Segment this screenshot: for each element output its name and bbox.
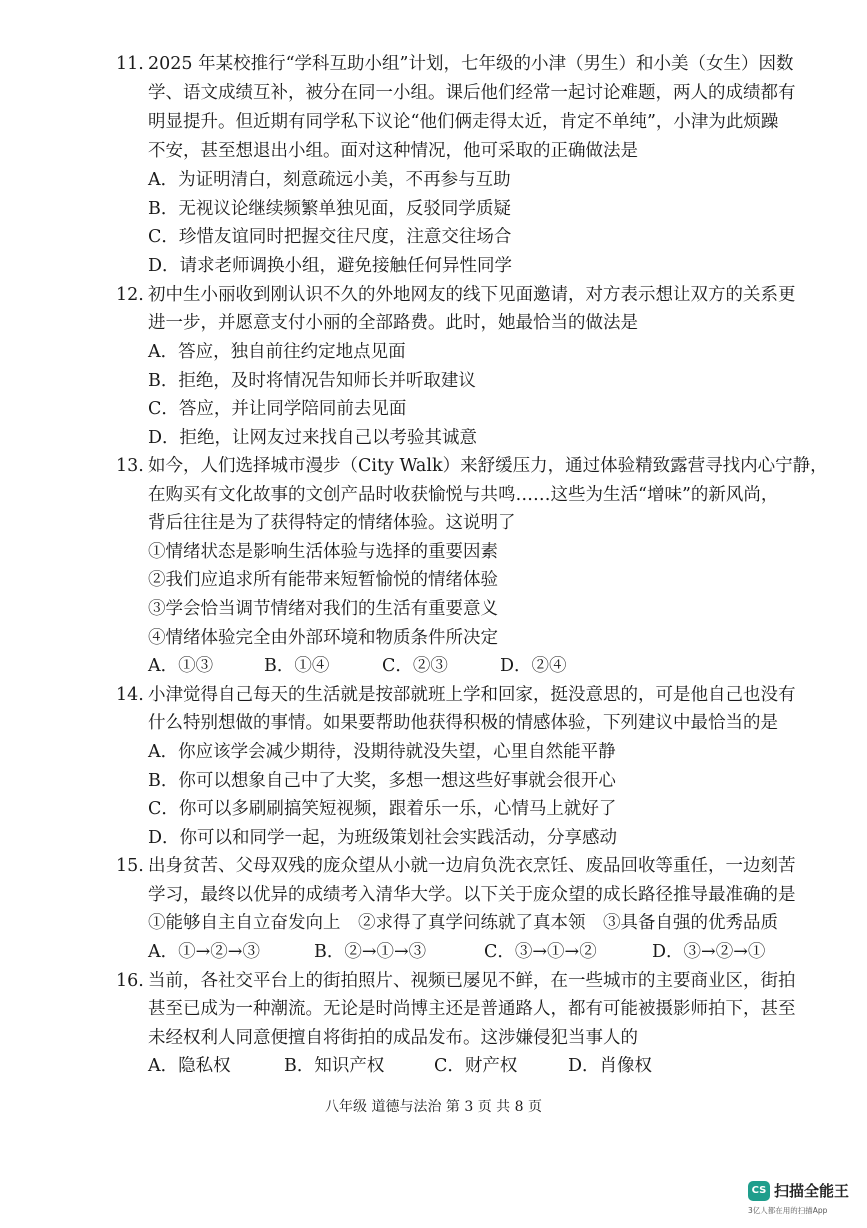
choice-b: B．②→①→③ xyxy=(314,942,427,962)
choice-b: B．知识产权 xyxy=(284,1056,385,1076)
statement-4: ④情绪体验完全由外部环境和物质条件所决定 xyxy=(148,628,498,648)
question-stem-line: 初中生小丽收到刚认识不久的外地网友的线下见面邀请，对方表示想让双方的关系更 xyxy=(148,285,796,305)
question-stem-line: 学习，最终以优异的成绩考入清华大学。以下关于庞众望的成长路径推导最准确的是 xyxy=(148,885,796,905)
question-number: 11. xyxy=(116,54,144,74)
option-a: A．答应，独自前往约定地点见面 xyxy=(148,342,406,362)
choice-c: C．②③ xyxy=(382,656,448,676)
option-d: D．请求老师调换小组，避免接触任何异性同学 xyxy=(148,256,513,276)
question-stem-line: 学、语文成绩互补，被分在同一小组。课后他们经常一起讨论难题，两人的成绩都有 xyxy=(148,83,796,103)
question-number: 15. xyxy=(116,856,144,876)
statement-3: ③学会恰当调节情绪对我们的生活有重要意义 xyxy=(148,599,498,619)
page-footer: 八年级 道德与法治 第 3 页 共 8 页 xyxy=(325,1099,542,1115)
question-stem-line: 如今，人们选择城市漫步（City Walk）来舒缓压力，通过体验精致露营寻找内心宁静， xyxy=(148,456,828,476)
question-stem-line: 什么特别想做的事情。如果要帮助他获得积极的情感体验，下列建议中最恰当的是 xyxy=(148,713,778,733)
option-c: C．你可以多刷刷搞笑短视频，跟着乐一乐，心情马上就好了 xyxy=(148,799,617,819)
choice-b: B．①④ xyxy=(264,656,330,676)
option-a: A．你应该学会减少期待，没期待就没失望，心里自然能平静 xyxy=(148,742,616,762)
question-stem-line: 明显提升。但近期有同学私下议论“他们俩走得太近，肯定不单纯”，小津为此烦躁 xyxy=(148,112,779,132)
choice-d: D．肖像权 xyxy=(568,1056,653,1076)
question-stem-line: 当前，各社交平台上的街拍照片、视频已屡见不鲜，在一些城市的主要商业区，街拍 xyxy=(148,971,796,991)
choice-c: C．财产权 xyxy=(434,1056,518,1076)
question-stem-line: 进一步，并愿意支付小丽的全部路费。此时，她最恰当的做法是 xyxy=(148,313,638,333)
option-d: D．你可以和同学一起，为班级策划社会实践活动，分享感动 xyxy=(148,828,618,848)
question-number: 14. xyxy=(116,685,144,705)
choice-c: C．③→①→② xyxy=(484,942,597,962)
question-stem-line: 小津觉得自己每天的生活就是按部就班上学和回家，挺没意思的，可是他自己也没有 xyxy=(148,685,796,705)
watermark-name: 扫描全能王 xyxy=(774,1182,850,1200)
question-number: 12. xyxy=(116,285,144,305)
statement-2: ②我们应追求所有能带来短暂愉悦的情绪体验 xyxy=(148,570,498,590)
choice-a: A．①③ xyxy=(148,656,214,676)
choice-a: A．①→②→③ xyxy=(148,942,260,962)
question-stem-line: 2025 年某校推行“学科互助小组”计划，七年级的小津（男生）和小美（女生）因数 xyxy=(148,54,794,74)
question-stem-line: 在购买有文化故事的文创产品时收获愉悦与共鸣……这些为生活“增味”的新风尚， xyxy=(148,485,779,505)
choice-d: D．③→②→① xyxy=(652,942,766,962)
option-b: B．你可以想象自己中了大奖，多想一想这些好事就会很开心 xyxy=(148,771,616,791)
watermark-tagline: 3亿人都在用的扫描App xyxy=(748,1206,828,1215)
scanner-watermark xyxy=(748,1180,860,1224)
camscanner-logo-icon: CS xyxy=(748,1181,770,1201)
option-b: B．拒绝，及时将情况告知师长并听取建议 xyxy=(148,371,476,391)
option-d: D．拒绝，让网友过来找自己以考验其诚意 xyxy=(148,428,478,448)
statement-1: ①情绪状态是影响生活体验与选择的重要因素 xyxy=(148,542,498,562)
statements-line: ①能够自主自立奋发向上 ②求得了真学问练就了真本领 ③具备自强的优秀品质 xyxy=(148,913,778,933)
choice-a: A．隐私权 xyxy=(148,1056,231,1076)
question-stem-line: 背后往往是为了获得特定的情绪体验。这说明了 xyxy=(148,513,516,533)
question-stem-line: 不安，甚至想退出小组。面对这种情况，他可采取的正确做法是 xyxy=(148,141,638,161)
option-a: A．为证明清白，刻意疏远小美，不再参与互助 xyxy=(148,170,511,190)
question-number: 16. xyxy=(116,971,144,991)
choice-d: D．②④ xyxy=(500,656,567,676)
question-number: 13. xyxy=(116,456,144,476)
question-stem-line: 未经权利人同意便擅自将街拍的成品发布。这涉嫌侵犯当事人的 xyxy=(148,1028,638,1048)
question-stem-line: 出身贫苦、父母双残的庞众望从小就一边肩负洗衣烹饪、废品回收等重任，一边刻苦 xyxy=(148,856,796,876)
option-c: C．答应，并让同学陪同前去见面 xyxy=(148,399,407,419)
question-stem-line: 甚至已成为一种潮流。无论是时尚博主还是普通路人，都有可能被摄影师拍下，甚至 xyxy=(148,999,796,1019)
option-b: B．无视议论继续频繁单独见面，反驳同学质疑 xyxy=(148,199,511,219)
option-c: C．珍惜友谊同时把握交往尺度，注意交往场合 xyxy=(148,227,512,247)
